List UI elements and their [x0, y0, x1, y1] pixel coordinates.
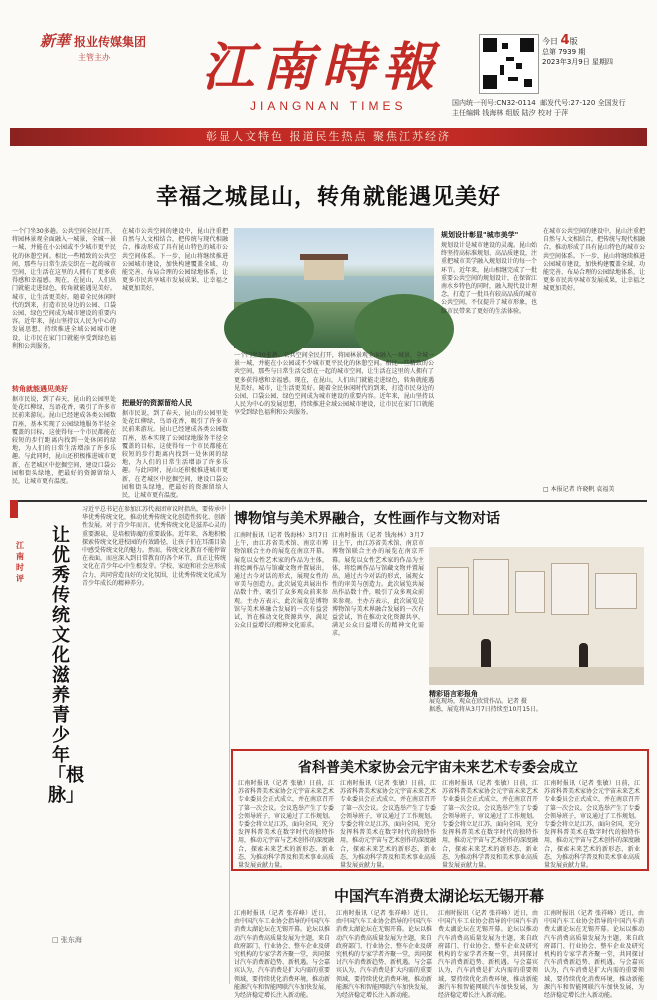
feature-col1-text: 江南时报讯（记者 张敏）日前，江苏省科普美术家协会元宇宙未来艺术专业委员会正式成立，并在南京召开了第一次会议。会议选举产生了专委会领导班子，审议通过了工作规划。专委会将立足江苏，面向全国，充分发挥科普美术在数字时代的独特作用，推动元宇宙与艺术创作的深度融合，探索未来艺术的新形态、新业态，为推动科学普及和美术事业高质量发展贡献力量。	[238, 780, 335, 870]
qr-code-icon	[479, 34, 539, 94]
newspaper-title: 江南時報	[201, 37, 442, 98]
commentary-title: 让优秀传统文化滋养青少年「根脉」	[48, 525, 84, 806]
distribution: 全国发行	[597, 99, 626, 107]
commentary-author: □ 张东海	[52, 936, 82, 944]
lead-col4-text: 规划设计是城市建设的灵魂。昆山始终坚持高标准规划、高品质建设，注重把城市美学融入规划设计的每一个环节。近年来，昆山相继完成了一批重要公共空间的规划设计，在保留江南水乡特色的同时，融入现代设计理念，打造了一批具有较高品质的城市公共空间，不仅提升了城市形象，也给市民带来了更好的生活体验。	[441, 242, 538, 315]
feature-headline: 省科普美术家协会元宇宙未来艺术专委会成立	[298, 760, 578, 776]
group-brand: 新華	[40, 32, 71, 50]
auto-col4-text: 江南时报讯（记者 张祥峰）近日，由中国汽车工业协会指导的中国汽车消费太湖论坛在无锡开幕。论坛以推动汽车消费高质量发展为主题，来自政府部门、行业协会、整车企业及研究机构的专家学者齐聚一堂，共同探讨汽车消费新趋势、新机遇。与会嘉宾认为，汽车消费是扩大内需的重要领域，要持续优化消费环境，推动新能源汽车和智能网联汽车加快发展，为经济稳定增长注入新动能。	[544, 910, 644, 1000]
auto-col1-text: 江南时报讯（记者 张祥峰）近日，由中国汽车工业协会指导的中国汽车消费太湖论坛在无锡开幕。论坛以推动汽车消费高质量发展为主题，来自政府部门、行业协会、整车企业及研究机构的专家学者齐聚一堂，共同探讨汽车消费新趋势、新机遇。与会嘉宾认为，汽车消费是扩大内需的重要领域，要持续优化消费环境，推动新能源汽车和智能网联汽车加快发展，为经济稳定增长注入新动能。	[234, 910, 331, 1000]
masthead-note: 主任编辑 钱海林 组版 陆汐 校对 于萍	[452, 109, 569, 117]
museum-col2-text: 江南时报讯（记者 钱海林）3月7日上午，由江苏省美术馆、南京市博物馆联合主办的展览在南京开幕。展览以女性艺术家的作品为主体，将绘画作品与馆藏文物并置展出，通过古今对话的形式，展现女性的审美与创造力。此次展览共展出作品数十件，吸引了众多观众前来参观。主办方表示，此次展览是博物馆与美术界融合发展的一次有益尝试，旨在推动文化资源共享，满足公众日益增长的精神文化需求。	[332, 532, 424, 638]
publication-codes	[452, 98, 626, 118]
issue-number: 总第 7939 期	[542, 48, 586, 56]
exhibit-caption	[429, 690, 644, 746]
divider	[229, 504, 230, 984]
group-sub: 主管主办	[78, 53, 110, 62]
lead-byline: □ 本报记者 许晓帆 袁福美	[543, 486, 615, 493]
publisher-logo	[40, 30, 146, 63]
issue-date: 2023年3月9日 星期四	[542, 58, 613, 66]
lead-col5-text: 在城市公共空间的建设中，昆山注重把自然与人文相结合，把传统与现代相融合，推动形成了具有昆山特色的城市公共空间体系。下一步，昆山将继续推进公园城市建设，加快构建覆盖全域、功能完善、布局合理的公园绿地体系，让更多市民共享城市发展成果，让幸福之城更加美好。	[543, 228, 646, 293]
auto-col2-text: 江南时报讯（记者 张祥峰）近日，由中国汽车工业协会指导的中国汽车消费太湖论坛在无锡开幕。论坛以推动汽车消费高质量发展为主题，来自政府部门、行业协会、整车企业及研究机构的专家学者齐聚一堂，共同探讨汽车消费新趋势、新机遇。与会嘉宾认为，汽车消费是扩大内需的重要领域，要持续优化消费环境，推动新能源汽车和智能网联汽车加快发展，为经济稳定增长注入新动能。	[336, 910, 433, 1000]
lead-col1b-text: 据市民说，到了春天，昆山的公园里处处花红柳绿，鸟语花香，吸引了许多市民前来游玩。昆山已经建成各类公园数百座，基本实现了公园绿地服务半径全覆盖的目标，这使得每一个市民都能在较短的步行距离内找到一处休闲的绿地，为人们的日常生活增添了许多乐趣。与此同时，昆山还积极推进城市更新，在老城区中挖掘空间，建设口袋公园和街头绿地，把最好的资源留给人民，让城市更有温度。	[12, 396, 116, 486]
auto-col3-text: 江南时报讯（记者 张祥峰）近日，由中国汽车工业协会指导的中国汽车消费太湖论坛在无锡开幕。论坛以推动汽车消费高质量发展为主题，来自政府部门、行业协会、整车企业及研究机构的专家学者齐聚一堂，共同探讨汽车消费新趋势、新机遇。与会嘉宾认为，汽车消费是扩大内需的重要领域，要持续优化消费环境，推动新能源汽车和智能网联汽车加快发展，为经济稳定增长注入新动能。	[438, 910, 538, 1000]
cn-code: 国内统一刊号:CN32-0114	[452, 99, 536, 107]
lead-col2b-text: 据市民说，到了春天，昆山的公园里处处花红柳绿，鸟语花香，吸引了许多市民前来游玩。昆山已经建成各类公园数百座，基本实现了公园绿地服务半径全覆盖的目标，这使得每一个市民都能在较短的步行距离内找到一处休闲的绿地，为人们的日常生活增添了许多乐趣。与此同时，昆山还积极推进城市更新，在老城区中挖掘空间，建设口袋公园和街头绿地，把最好的资源留给人民，让城市更有温度。	[122, 410, 228, 500]
divider	[10, 500, 647, 502]
page-count: 4	[560, 33, 570, 48]
today-label: 今日	[542, 37, 558, 46]
commentary-label: 江南时评	[16, 541, 24, 583]
lead-section1-head: 转角就能遇见美好	[12, 385, 68, 393]
auto-headline: 中国汽车消费太湖论坛无锡开幕	[333, 887, 544, 905]
caption-head: 精彩语言彩报角	[429, 690, 478, 698]
lead-col1-text: 一个门坐30多趟。公共空间全民打开，将园林景观全面融入一城景，全城一景一城，并能在小公园或不少城市更平民化的休憩空间。相比一些精致的公共空间，那些与日常生活交织在一起的城市空间，让生活在这里的人拥有了更多获得感和幸福感。现在，在昆山，人们出门就能走进绿色，转角就能遇见美好。城市，让生活更美好。随着全民休闲时代的到来，打造市民身边的公园、口袋公园、绿色空间成为城市建设的重要内容。近年来，昆山坚持以人民为中心的发展思想，持续推进全域公园城市建设，让市民在家门口就能享受到绿色福利和公共服务。	[12, 228, 116, 350]
lead-section3-head: 规划设计彰显"城市美学"	[441, 231, 519, 239]
lead-col2-text: 在城市公共空间的建设中，昆山注重把自然与人文相结合，把传统与现代相融合，推动形成了具有昆山特色的城市公共空间体系。下一步，昆山将继续推进公园城市建设，加快构建覆盖全域、功能完善、布局合理的公园绿地体系，让更多市民共享城市发展成果，让幸福之城更加美好。	[122, 228, 228, 293]
feature-col3-text: 江南时报讯（记者 张敏）日前，江苏省科普美术家协会元宇宙未来艺术专业委员会正式成立，并在南京召开了第一次会议。会议选举产生了专委会领导班子，审议通过了工作规划。专委会将立足江苏，面向全国，充分发挥科普美术在数字时代的独特作用，推动元宇宙与艺术创作的深度融合，探索未来艺术的新形态、新业态，为推动科学普及和美术事业高质量发展贡献力量。	[442, 780, 539, 870]
feature-col4-text: 江南时报讯（记者 张敏）日前，江苏省科普美术家协会元宇宙未来艺术专业委员会正式成立，并在南京召开了第一次会议。会议选举产生了专委会领导班子，审议通过了工作规划。专委会将立足江苏，面向全国，充分发挥科普美术在数字时代的独特作用，推动元宇宙与艺术创作的深度融合，探索未来艺术的新形态、新业态，为推动科学普及和美术事业高质量发展贡献力量。	[544, 780, 641, 870]
postal-code: 邮发代号:27-120	[540, 99, 596, 107]
caption-text: 展览现场，观众在欣赏作品。记者 摄	[429, 698, 527, 706]
museum-headline: 博物馆与美术界融合，女性画作与文物对话	[234, 511, 500, 527]
issue-info	[542, 33, 613, 67]
museum-col1-text: 江南时报讯（记者 钱海林）3月7日上午，由江苏省美术馆、南京市博物馆联合主办的展览在南京开幕。展览以女性艺术家的作品为主体，将绘画作品与馆藏文物并置展出，通过古今对话的形式，展现女性的审美与创造力。此次展览共展出作品数十件，吸引了众多观众前来参观。主办方表示，此次展览是博物馆与美术界融合发展的一次有益尝试，旨在推动文化资源共享，满足公众日益增长的精神文化需求。	[234, 532, 328, 630]
lead-col3-text: 一个门坐30多趟。公共空间全民打开，将园林景观全面融入一城景，全城一景一城，并能在小公园或不少城市更平民化的休憩空间。相比一些精致的公共空间，那些与日常生活交织在一起的城市空间，让生活在这里的人拥有了更多获得感和幸福感。现在，在昆山，人们出门就能走进绿色，转角就能遇见美好。城市，让生活更美好。随着全民休闲时代的到来，打造市民身边的公园、口袋公园、绿色空间成为城市建设的重要内容。近年来，昆山坚持以人民为中心的发展思想，持续推进全域公园城市建设，让市民在家门口就能享受到绿色福利和公共服务。	[234, 352, 434, 417]
section-marker	[10, 500, 18, 518]
slogan: 彰显人文特色 报道民生热点 聚焦江苏经济	[206, 130, 451, 143]
feature-col2-text: 江南时报讯（记者 张敏）日前，江苏省科普美术家协会元宇宙未来艺术专业委员会正式成立，并在南京召开了第一次会议。会议选举产生了专委会领导班子，审议通过了工作规划。专委会将立足江苏，面向全国，充分发挥科普美术在数字时代的独特作用，推动元宇宙与艺术创作的深度融合，探索未来艺术的新形态、新业态，为推动科学普及和美术事业高质量发展贡献力量。	[340, 780, 437, 870]
lead-section2-head: 把最好的资源留给人民	[122, 399, 192, 407]
caption-tail: 据悉，展览将从3月7日持续至10月15日。	[429, 706, 542, 714]
commentary-text: 习近平总书记在参加江苏代表团审议时指出，要传承中华优秀传统文化，推动优秀传统文化创造性转化、创新性发展。对于青少年而言，优秀传统文化是滋养心灵的重要源泉，是培根铸魂的重要载体。近年来，各地积极探索传统文化进校园的有效路径，让孩子们在耳濡目染中感受传统文化的魅力。然而，传统文化教育不能停留在表面，而应深入到日常教育的各个环节，真正让传统文化在青少年心中生根发芽。学校、家庭和社会应形成合力，共同营造良好的文化氛围，让优秀传统文化成为青少年成长的精神养分。	[82, 506, 227, 587]
lead-headline: 幸福之城昆山，转角就能遇见美好	[155, 185, 501, 210]
exhibit-photo	[429, 547, 644, 685]
newspaper-title-en: JIANGNAN TIMES	[250, 99, 407, 113]
group-name: 报业传媒集团	[74, 35, 147, 49]
park-photo	[234, 228, 434, 348]
page-unit: 版	[569, 37, 578, 46]
